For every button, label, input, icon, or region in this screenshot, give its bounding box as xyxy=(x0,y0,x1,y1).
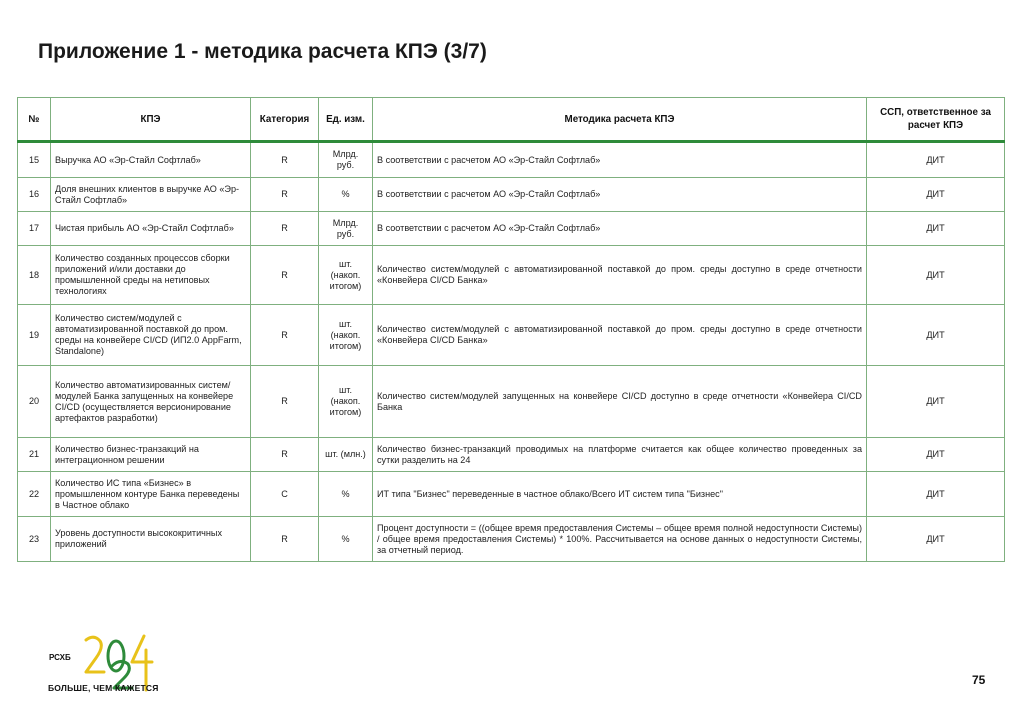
row-category: R xyxy=(251,142,319,178)
row-method: В соответствии с расчетом АО «Эр-Стайл Софтлаб» xyxy=(373,178,867,212)
row-category: R xyxy=(251,212,319,246)
row-kpi: Количество созданных процессов сборки приложений и/или доставки до промышленной среды на нетиповых технологиях xyxy=(51,246,251,305)
table-row xyxy=(18,142,1005,178)
table-row xyxy=(18,366,1005,438)
row-num: 21 xyxy=(18,438,51,472)
row-responsible: ДИТ xyxy=(867,246,1005,305)
row-category: R xyxy=(251,366,319,438)
row-responsible: ДИТ xyxy=(867,142,1005,178)
row-kpi: Количество бизнес-транзакций на интеграционном решении xyxy=(51,438,251,472)
row-unit: шт. (накоп. итогом) xyxy=(319,366,373,438)
kpi-table xyxy=(17,97,1005,562)
row-kpi: Уровень доступности высококритичных приложений xyxy=(51,517,251,562)
row-category: R xyxy=(251,438,319,472)
header-method: Методика расчета КПЭ xyxy=(373,98,867,142)
row-responsible: ДИТ xyxy=(867,212,1005,246)
table-row xyxy=(18,212,1005,246)
row-num: 23 xyxy=(18,517,51,562)
row-unit: шт. (накоп. итогом) xyxy=(319,246,373,305)
row-num: 17 xyxy=(18,212,51,246)
row-method: В соответствии с расчетом АО «Эр-Стайл Софтлаб» xyxy=(373,212,867,246)
row-category: R xyxy=(251,246,319,305)
row-category: C xyxy=(251,472,319,517)
row-unit: шт. (накоп. итогом) xyxy=(319,305,373,366)
row-unit: % xyxy=(319,517,373,562)
table-row xyxy=(18,438,1005,472)
logo-tagline: БОЛЬШЕ, ЧЕМ КАЖЕТСЯ xyxy=(48,683,159,693)
row-num: 19 xyxy=(18,305,51,366)
table-row xyxy=(18,305,1005,366)
table-header-row xyxy=(18,98,1005,142)
logo-brand: РСХБ xyxy=(49,653,71,662)
row-num: 15 xyxy=(18,142,51,178)
header-kpi: КПЭ xyxy=(51,98,251,142)
row-method: Процент доступности = ((общее время предоставления Системы – общее время полной недоступности Системы) / общее время предоставления Системы) * 100%. Рассчитывается на основе данных о недоступности Системы, за отчетный период. xyxy=(373,517,867,562)
row-responsible: ДИТ xyxy=(867,472,1005,517)
row-method: Количество систем/модулей запущенных на конвейере CI/CD доступно в среде отчетности «Конвейера CI/CD Банка xyxy=(373,366,867,438)
row-unit: Млрд. руб. xyxy=(319,142,373,178)
header-unit: Ед. изм. xyxy=(319,98,373,142)
page-title: Приложение 1 - методика расчета КПЭ (3/7) xyxy=(38,40,487,63)
row-unit: % xyxy=(319,178,373,212)
row-method: Количество бизнес-транзакций проводимых на платформе считается как общее количество проведенных за сутки разделить на 24 xyxy=(373,438,867,472)
row-responsible: ДИТ xyxy=(867,517,1005,562)
row-category: R xyxy=(251,517,319,562)
table-row xyxy=(18,178,1005,212)
row-method: Количество систем/модулей с автоматизированной поставкой до пром. среды доступно в среде отчетности «Конвейера CI/CD Банка» xyxy=(373,305,867,366)
row-kpi: Количество ИС типа «Бизнес» в промышленном контуре Банка переведены в Частное облако xyxy=(51,472,251,517)
row-method: ИТ типа "Бизнес" переведенные в частное облако/Всего ИТ систем типа "Бизнес" xyxy=(373,472,867,517)
table-row xyxy=(18,246,1005,305)
row-method: В соответствии с расчетом АО «Эр-Стайл Софтлаб» xyxy=(373,142,867,178)
row-kpi: Чистая прибыль АО «Эр-Стайл Софтлаб» xyxy=(51,212,251,246)
row-num: 18 xyxy=(18,246,51,305)
row-category: R xyxy=(251,178,319,212)
row-responsible: ДИТ xyxy=(867,438,1005,472)
header-category: Категория xyxy=(251,98,319,142)
table-row xyxy=(18,472,1005,517)
row-num: 22 xyxy=(18,472,51,517)
row-kpi: Количество систем/модулей с автоматизированной поставкой до пром. среды на конвейере CI/CD (ИП2.0 AppFarm, Standalone) xyxy=(51,305,251,366)
page-number: 75 xyxy=(972,673,986,687)
row-category: R xyxy=(251,305,319,366)
row-responsible: ДИТ xyxy=(867,366,1005,438)
row-unit: % xyxy=(319,472,373,517)
table-row xyxy=(18,517,1005,562)
row-responsible: ДИТ xyxy=(867,305,1005,366)
header-responsible: ССП, ответственное за расчет КПЭ xyxy=(867,98,1005,142)
logo-year-mark xyxy=(86,636,152,690)
row-unit: шт. (млн.) xyxy=(319,438,373,472)
row-num: 16 xyxy=(18,178,51,212)
row-kpi: Доля внешних клиентов в выручке АО «Эр-Стайл Софтлаб» xyxy=(51,178,251,212)
row-responsible: ДИТ xyxy=(867,178,1005,212)
row-kpi: Количество автоматизированных систем/модулей Банка запущенных на конвейере CI/CD (осуществляется версионирование артефактов разработки) xyxy=(51,366,251,438)
header-num: № xyxy=(18,98,51,142)
row-unit: Млрд. руб. xyxy=(319,212,373,246)
row-method: Количество систем/модулей с автоматизированной поставкой до пром. среды доступно в среде отчетности «Конвейера CI/CD Банка» xyxy=(373,246,867,305)
row-num: 20 xyxy=(18,366,51,438)
row-kpi: Выручка АО «Эр-Стайл Софтлаб» xyxy=(51,142,251,178)
